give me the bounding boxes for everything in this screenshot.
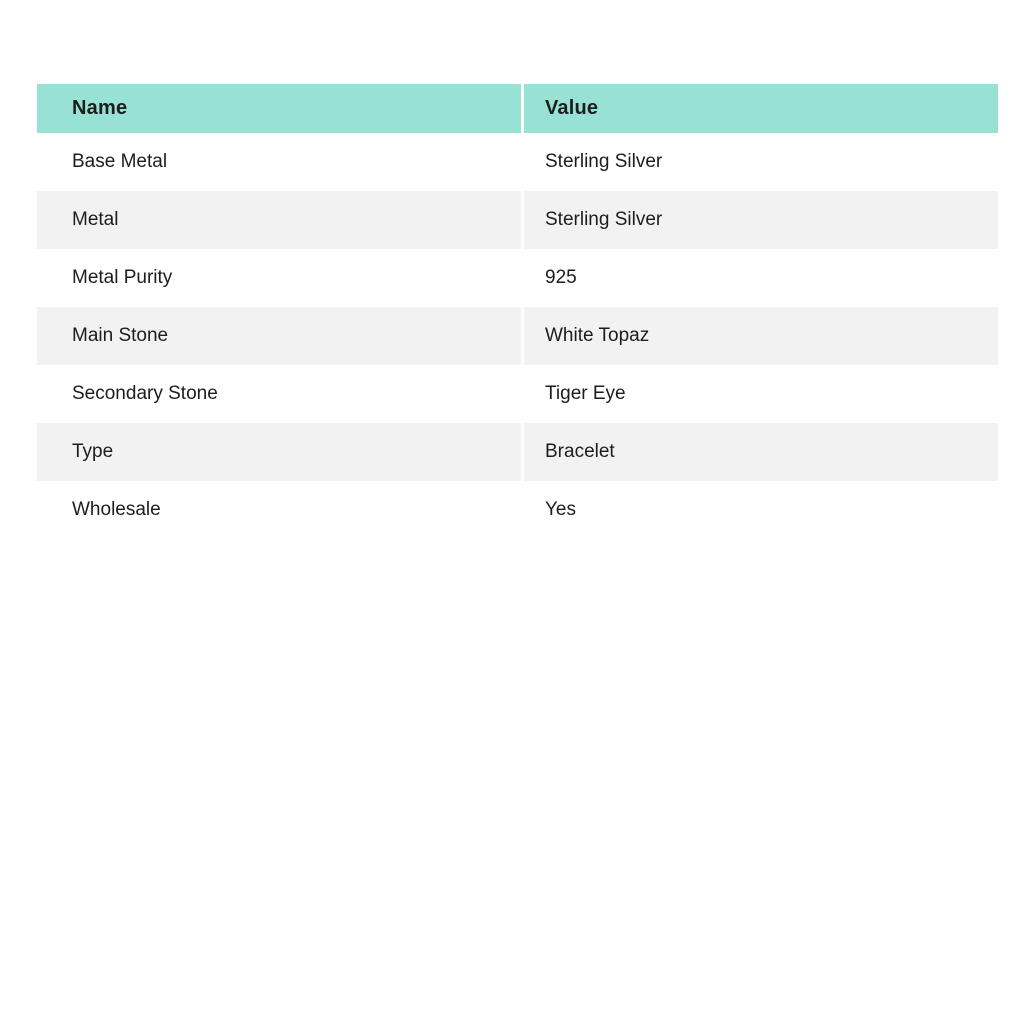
attribute-name-cell: Main Stone (37, 307, 521, 365)
attribute-value-cell: Sterling Silver (524, 133, 998, 191)
attributes-table (34, 84, 1001, 539)
table-row (37, 423, 998, 481)
attribute-name-cell: Metal (37, 191, 521, 249)
table-row (37, 191, 998, 249)
attribute-value-cell: Bracelet (524, 423, 998, 481)
table-row (37, 481, 998, 539)
column-header-value: Value (524, 84, 998, 133)
attribute-name-cell: Type (37, 423, 521, 481)
table-row (37, 365, 998, 423)
attribute-value-cell: Yes (524, 481, 998, 539)
attribute-name-cell: Base Metal (37, 133, 521, 191)
attribute-name-cell: Wholesale (37, 481, 521, 539)
product-attributes-table (34, 84, 1001, 539)
table-header-row (37, 84, 998, 133)
attribute-value-cell: White Topaz (524, 307, 998, 365)
attribute-name-cell: Secondary Stone (37, 365, 521, 423)
attribute-value-cell: 925 (524, 249, 998, 307)
table-row (37, 249, 998, 307)
table-row (37, 307, 998, 365)
attribute-value-cell: Tiger Eye (524, 365, 998, 423)
column-header-name: Name (37, 84, 521, 133)
table-row (37, 133, 998, 191)
attribute-name-cell: Metal Purity (37, 249, 521, 307)
attribute-value-cell: Sterling Silver (524, 191, 998, 249)
